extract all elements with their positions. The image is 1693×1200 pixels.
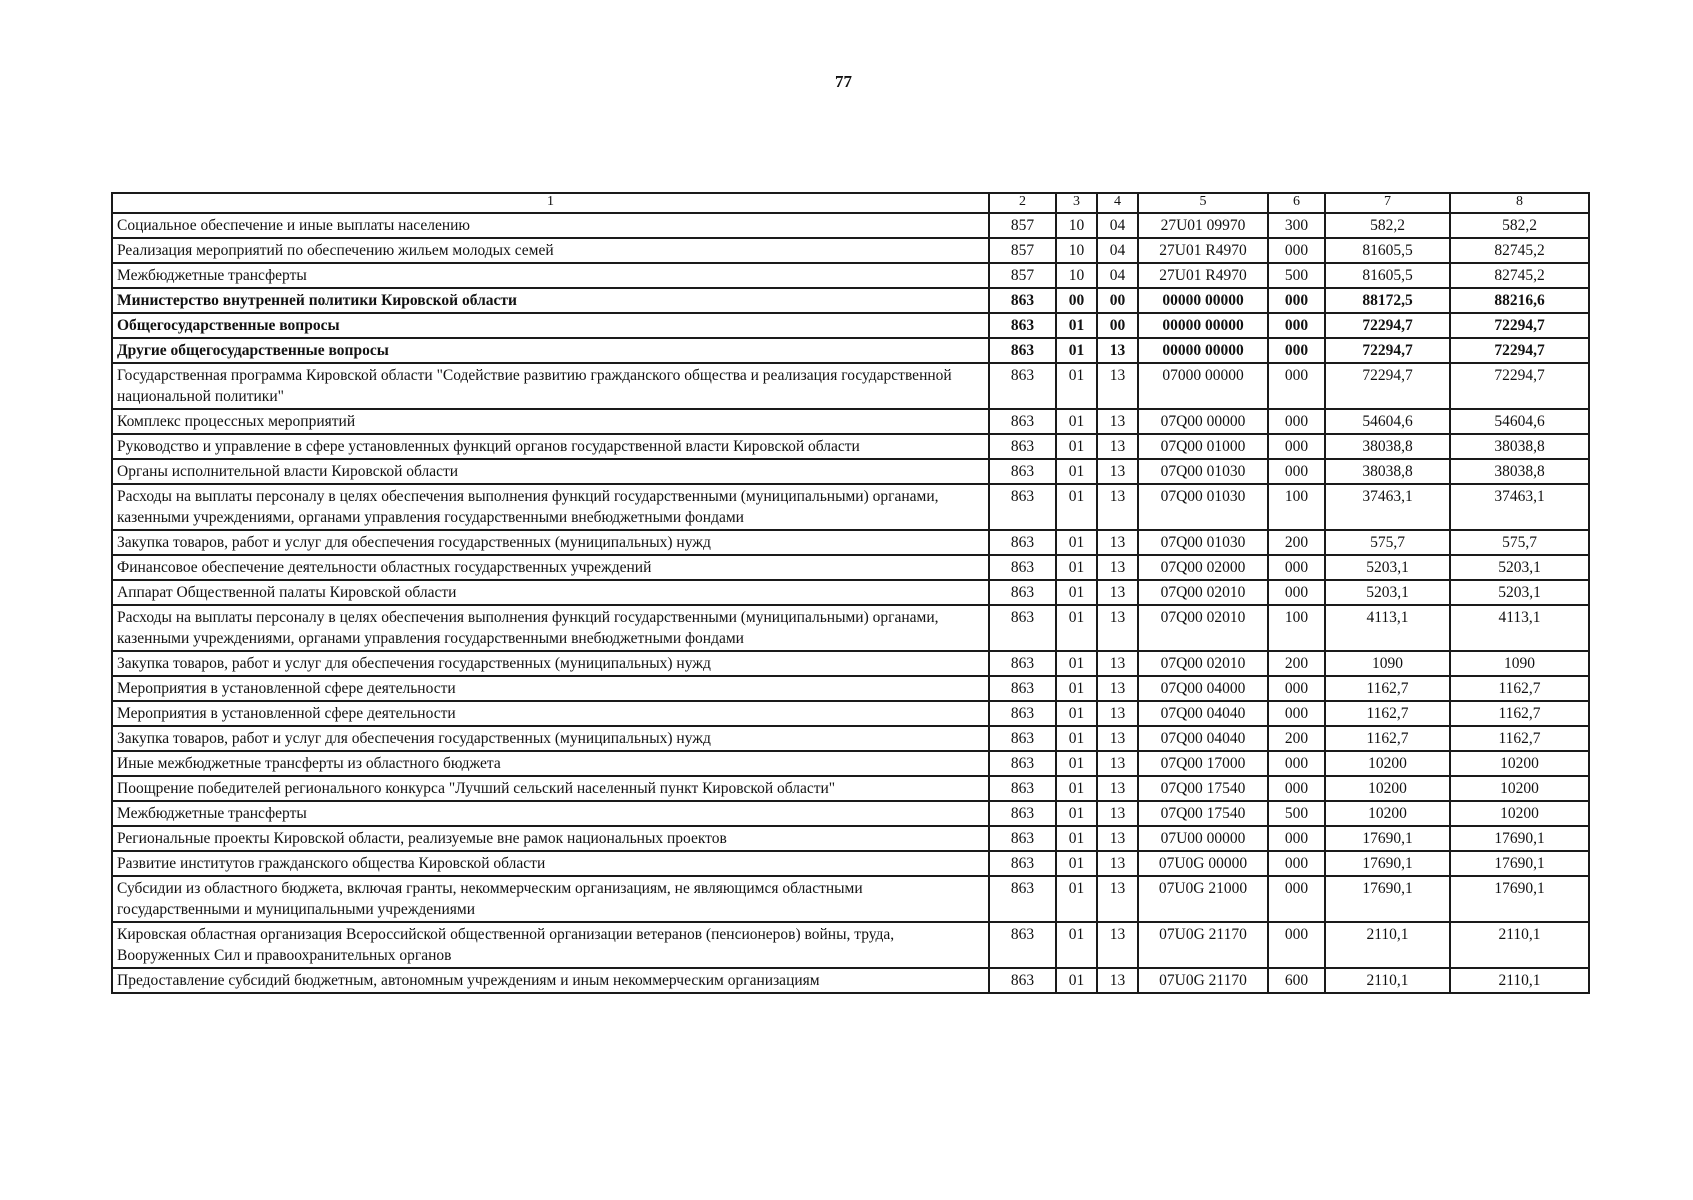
subsection-code-cell: 13 xyxy=(1097,459,1138,484)
subsection-code-cell: 13 xyxy=(1097,922,1138,968)
amount-col8-cell: 82745,2 xyxy=(1450,263,1589,288)
ministry-code-cell: 863 xyxy=(989,701,1056,726)
target-article-cell: 07U0G 00000 xyxy=(1138,851,1268,876)
target-article-cell: 07U0G 21000 xyxy=(1138,876,1268,922)
ministry-code-cell: 863 xyxy=(989,605,1056,651)
item-name-cell: Расходы на выплаты персоналу в целях обеспечения выполнения функций государственными (муниципальными) органами, казенными учреждениями, органами управления государственными внебюджетными фондами xyxy=(112,484,989,530)
section-code-cell: 01 xyxy=(1056,776,1097,801)
table-row xyxy=(112,459,1589,484)
section-code-cell: 01 xyxy=(1056,651,1097,676)
expense-type-cell: 600 xyxy=(1268,968,1325,993)
amount-col7-cell: 1162,7 xyxy=(1325,726,1450,751)
header-cell: 1 xyxy=(112,193,989,213)
table-row xyxy=(112,580,1589,605)
expense-type-cell: 500 xyxy=(1268,263,1325,288)
amount-col8-cell: 575,7 xyxy=(1450,530,1589,555)
section-code-cell: 01 xyxy=(1056,459,1097,484)
table-row xyxy=(112,726,1589,751)
table-row xyxy=(112,651,1589,676)
expense-type-cell: 200 xyxy=(1268,651,1325,676)
target-article-cell: 07Q00 01030 xyxy=(1138,530,1268,555)
section-code-cell: 10 xyxy=(1056,213,1097,238)
section-code-cell: 01 xyxy=(1056,851,1097,876)
ministry-code-cell: 863 xyxy=(989,801,1056,826)
amount-col8-cell: 17690,1 xyxy=(1450,876,1589,922)
table-row xyxy=(112,288,1589,313)
ministry-code-cell: 863 xyxy=(989,338,1056,363)
ministry-code-cell: 863 xyxy=(989,555,1056,580)
amount-col7-cell: 2110,1 xyxy=(1325,968,1450,993)
item-name-cell: Межбюджетные трансферты xyxy=(112,801,989,826)
subsection-code-cell: 13 xyxy=(1097,701,1138,726)
header-row xyxy=(112,193,1589,213)
target-article-cell: 07U0G 21170 xyxy=(1138,968,1268,993)
subsection-code-cell: 13 xyxy=(1097,751,1138,776)
target-article-cell: 07Q00 04040 xyxy=(1138,726,1268,751)
target-article-cell: 27U01 R4970 xyxy=(1138,263,1268,288)
target-article-cell: 07Q00 01000 xyxy=(1138,434,1268,459)
amount-col8-cell: 72294,7 xyxy=(1450,363,1589,409)
header-cell: 4 xyxy=(1097,193,1138,213)
section-code-cell: 01 xyxy=(1056,605,1097,651)
expense-type-cell: 000 xyxy=(1268,338,1325,363)
amount-col8-cell: 5203,1 xyxy=(1450,555,1589,580)
amount-col7-cell: 575,7 xyxy=(1325,530,1450,555)
header-cell: 5 xyxy=(1138,193,1268,213)
expense-type-cell: 000 xyxy=(1268,580,1325,605)
item-name-cell: Министерство внутренней политики Кировской области xyxy=(112,288,989,313)
amount-col7-cell: 72294,7 xyxy=(1325,363,1450,409)
expense-type-cell: 000 xyxy=(1268,409,1325,434)
expense-type-cell: 000 xyxy=(1268,826,1325,851)
table-row xyxy=(112,213,1589,238)
page-number: 77 xyxy=(835,72,852,91)
ministry-code-cell: 863 xyxy=(989,580,1056,605)
amount-col8-cell: 17690,1 xyxy=(1450,826,1589,851)
amount-col8-cell: 17690,1 xyxy=(1450,851,1589,876)
amount-col8-cell: 1162,7 xyxy=(1450,676,1589,701)
table-row xyxy=(112,776,1589,801)
amount-col7-cell: 54604,6 xyxy=(1325,409,1450,434)
item-name-cell: Аппарат Общественной палаты Кировской области xyxy=(112,580,989,605)
table-row xyxy=(112,338,1589,363)
amount-col7-cell: 37463,1 xyxy=(1325,484,1450,530)
subsection-code-cell: 13 xyxy=(1097,651,1138,676)
amount-col8-cell: 38038,8 xyxy=(1450,434,1589,459)
item-name-cell: Руководство и управление в сфере установленных функций органов государственной власти Кировской области xyxy=(112,434,989,459)
section-code-cell: 01 xyxy=(1056,801,1097,826)
subsection-code-cell: 04 xyxy=(1097,238,1138,263)
target-article-cell: 07Q00 01030 xyxy=(1138,484,1268,530)
subsection-code-cell: 13 xyxy=(1097,676,1138,701)
amount-col7-cell: 10200 xyxy=(1325,751,1450,776)
ministry-code-cell: 863 xyxy=(989,826,1056,851)
expense-type-cell: 200 xyxy=(1268,726,1325,751)
target-article-cell: 07Q00 00000 xyxy=(1138,409,1268,434)
amount-col7-cell: 17690,1 xyxy=(1325,826,1450,851)
subsection-code-cell: 13 xyxy=(1097,580,1138,605)
expense-type-cell: 000 xyxy=(1268,776,1325,801)
section-code-cell: 01 xyxy=(1056,338,1097,363)
expense-type-cell: 000 xyxy=(1268,876,1325,922)
section-code-cell: 01 xyxy=(1056,826,1097,851)
subsection-code-cell: 13 xyxy=(1097,851,1138,876)
target-article-cell: 07Q00 02000 xyxy=(1138,555,1268,580)
item-name-cell: Органы исполнительной власти Кировской области xyxy=(112,459,989,484)
amount-col8-cell: 10200 xyxy=(1450,751,1589,776)
expense-type-cell: 000 xyxy=(1268,751,1325,776)
amount-col8-cell: 1162,7 xyxy=(1450,701,1589,726)
subsection-code-cell: 13 xyxy=(1097,801,1138,826)
amount-col8-cell: 72294,7 xyxy=(1450,313,1589,338)
amount-col7-cell: 72294,7 xyxy=(1325,313,1450,338)
target-article-cell: 07Q00 01030 xyxy=(1138,459,1268,484)
expense-type-cell: 000 xyxy=(1268,922,1325,968)
table-row xyxy=(112,922,1589,968)
item-name-cell: Другие общегосударственные вопросы xyxy=(112,338,989,363)
section-code-cell: 01 xyxy=(1056,530,1097,555)
ministry-code-cell: 857 xyxy=(989,263,1056,288)
table-row xyxy=(112,434,1589,459)
section-code-cell: 01 xyxy=(1056,751,1097,776)
section-code-cell: 01 xyxy=(1056,922,1097,968)
header-cell: 7 xyxy=(1325,193,1450,213)
subsection-code-cell: 00 xyxy=(1097,288,1138,313)
item-name-cell: Государственная программа Кировской области "Содействие развитию гражданского общества и реализация государственной национальной политики" xyxy=(112,363,989,409)
ministry-code-cell: 863 xyxy=(989,876,1056,922)
ministry-code-cell: 863 xyxy=(989,459,1056,484)
ministry-code-cell: 863 xyxy=(989,751,1056,776)
item-name-cell: Закупка товаров, работ и услуг для обеспечения государственных (муниципальных) нужд xyxy=(112,530,989,555)
ministry-code-cell: 857 xyxy=(989,213,1056,238)
target-article-cell: 07Q00 04040 xyxy=(1138,701,1268,726)
table-row xyxy=(112,605,1589,651)
ministry-code-cell: 863 xyxy=(989,851,1056,876)
expense-type-cell: 000 xyxy=(1268,434,1325,459)
amount-col8-cell: 2110,1 xyxy=(1450,922,1589,968)
ministry-code-cell: 863 xyxy=(989,530,1056,555)
target-article-cell: 07Q00 02010 xyxy=(1138,580,1268,605)
amount-col7-cell: 4113,1 xyxy=(1325,605,1450,651)
target-article-cell: 00000 00000 xyxy=(1138,313,1268,338)
section-code-cell: 01 xyxy=(1056,676,1097,701)
amount-col8-cell: 4113,1 xyxy=(1450,605,1589,651)
target-article-cell: 07000 00000 xyxy=(1138,363,1268,409)
section-code-cell: 00 xyxy=(1056,288,1097,313)
table-row xyxy=(112,876,1589,922)
item-name-cell: Общегосударственные вопросы xyxy=(112,313,989,338)
subsection-code-cell: 04 xyxy=(1097,213,1138,238)
item-name-cell: Комплекс процессных мероприятий xyxy=(112,409,989,434)
table-row xyxy=(112,555,1589,580)
ministry-code-cell: 863 xyxy=(989,409,1056,434)
amount-col7-cell: 1162,7 xyxy=(1325,676,1450,701)
amount-col8-cell: 10200 xyxy=(1450,776,1589,801)
subsection-code-cell: 13 xyxy=(1097,826,1138,851)
subsection-code-cell: 13 xyxy=(1097,968,1138,993)
amount-col8-cell: 37463,1 xyxy=(1450,484,1589,530)
table-row xyxy=(112,826,1589,851)
amount-col8-cell: 2110,1 xyxy=(1450,968,1589,993)
expense-type-cell: 000 xyxy=(1268,238,1325,263)
target-article-cell: 07Q00 04000 xyxy=(1138,676,1268,701)
item-name-cell: Социальное обеспечение и иные выплаты населению xyxy=(112,213,989,238)
target-article-cell: 07Q00 02010 xyxy=(1138,605,1268,651)
table-row xyxy=(112,238,1589,263)
item-name-cell: Иные межбюджетные трансферты из областного бюджета xyxy=(112,751,989,776)
subsection-code-cell: 13 xyxy=(1097,726,1138,751)
ministry-code-cell: 857 xyxy=(989,238,1056,263)
ministry-code-cell: 863 xyxy=(989,288,1056,313)
amount-col8-cell: 72294,7 xyxy=(1450,338,1589,363)
expense-type-cell: 000 xyxy=(1268,313,1325,338)
ministry-code-cell: 863 xyxy=(989,434,1056,459)
amount-col7-cell: 1090 xyxy=(1325,651,1450,676)
section-code-cell: 01 xyxy=(1056,580,1097,605)
expense-type-cell: 000 xyxy=(1268,851,1325,876)
table-row xyxy=(112,313,1589,338)
subsection-code-cell: 00 xyxy=(1097,313,1138,338)
section-code-cell: 01 xyxy=(1056,876,1097,922)
amount-col8-cell: 38038,8 xyxy=(1450,459,1589,484)
subsection-code-cell: 13 xyxy=(1097,555,1138,580)
subsection-code-cell: 13 xyxy=(1097,776,1138,801)
item-name-cell: Финансовое обеспечение деятельности областных государственных учреждений xyxy=(112,555,989,580)
table-body xyxy=(112,213,1589,993)
expense-type-cell: 500 xyxy=(1268,801,1325,826)
table-row xyxy=(112,409,1589,434)
item-name-cell: Закупка товаров, работ и услуг для обеспечения государственных (муниципальных) нужд xyxy=(112,726,989,751)
item-name-cell: Закупка товаров, работ и услуг для обеспечения государственных (муниципальных) нужд xyxy=(112,651,989,676)
ministry-code-cell: 863 xyxy=(989,484,1056,530)
header-cell: 8 xyxy=(1450,193,1589,213)
target-article-cell: 07Q00 02010 xyxy=(1138,651,1268,676)
item-name-cell: Мероприятия в установленной сфере деятельности xyxy=(112,676,989,701)
expense-type-cell: 000 xyxy=(1268,363,1325,409)
target-article-cell: 27U01 09970 xyxy=(1138,213,1268,238)
amount-col7-cell: 1162,7 xyxy=(1325,701,1450,726)
amount-col7-cell: 5203,1 xyxy=(1325,555,1450,580)
target-article-cell: 07Q00 17540 xyxy=(1138,801,1268,826)
section-code-cell: 01 xyxy=(1056,434,1097,459)
section-code-cell: 01 xyxy=(1056,968,1097,993)
ministry-code-cell: 863 xyxy=(989,922,1056,968)
amount-col7-cell: 582,2 xyxy=(1325,213,1450,238)
amount-col7-cell: 38038,8 xyxy=(1325,434,1450,459)
amount-col8-cell: 88216,6 xyxy=(1450,288,1589,313)
target-article-cell: 07Q00 17540 xyxy=(1138,776,1268,801)
amount-col7-cell: 72294,7 xyxy=(1325,338,1450,363)
target-article-cell: 07U0G 21170 xyxy=(1138,922,1268,968)
amount-col7-cell: 2110,1 xyxy=(1325,922,1450,968)
subsection-code-cell: 13 xyxy=(1097,363,1138,409)
amount-col7-cell: 17690,1 xyxy=(1325,851,1450,876)
subsection-code-cell: 13 xyxy=(1097,605,1138,651)
amount-col7-cell: 10200 xyxy=(1325,801,1450,826)
ministry-code-cell: 863 xyxy=(989,726,1056,751)
amount-col8-cell: 82745,2 xyxy=(1450,238,1589,263)
amount-col7-cell: 81605,5 xyxy=(1325,263,1450,288)
item-name-cell: Реализация мероприятий по обеспечению жильем молодых семей xyxy=(112,238,989,263)
expense-type-cell: 000 xyxy=(1268,459,1325,484)
amount-col8-cell: 582,2 xyxy=(1450,213,1589,238)
ministry-code-cell: 863 xyxy=(989,968,1056,993)
expense-type-cell: 000 xyxy=(1268,701,1325,726)
header-cell: 3 xyxy=(1056,193,1097,213)
section-code-cell: 01 xyxy=(1056,555,1097,580)
table-row xyxy=(112,363,1589,409)
table-row xyxy=(112,263,1589,288)
table-row xyxy=(112,801,1589,826)
ministry-code-cell: 863 xyxy=(989,313,1056,338)
section-code-cell: 01 xyxy=(1056,701,1097,726)
subsection-code-cell: 13 xyxy=(1097,409,1138,434)
target-article-cell: 27U01 R4970 xyxy=(1138,238,1268,263)
amount-col7-cell: 88172,5 xyxy=(1325,288,1450,313)
table-row xyxy=(112,851,1589,876)
section-code-cell: 01 xyxy=(1056,484,1097,530)
budget-table xyxy=(111,192,1590,994)
subsection-code-cell: 13 xyxy=(1097,434,1138,459)
section-code-cell: 01 xyxy=(1056,363,1097,409)
subsection-code-cell: 04 xyxy=(1097,263,1138,288)
table-row xyxy=(112,751,1589,776)
table-row xyxy=(112,701,1589,726)
amount-col7-cell: 5203,1 xyxy=(1325,580,1450,605)
amount-col7-cell: 10200 xyxy=(1325,776,1450,801)
target-article-cell: 07Q00 17000 xyxy=(1138,751,1268,776)
expense-type-cell: 000 xyxy=(1268,288,1325,313)
item-name-cell: Субсидии из областного бюджета, включая гранты, некоммерческим организациям, не являющимся областными государственными и муниципальными учреждениями xyxy=(112,876,989,922)
expense-type-cell: 000 xyxy=(1268,555,1325,580)
amount-col8-cell: 10200 xyxy=(1450,801,1589,826)
section-code-cell: 10 xyxy=(1056,263,1097,288)
amount-col7-cell: 17690,1 xyxy=(1325,876,1450,922)
ministry-code-cell: 863 xyxy=(989,363,1056,409)
amount-col7-cell: 38038,8 xyxy=(1325,459,1450,484)
expense-type-cell: 200 xyxy=(1268,530,1325,555)
section-code-cell: 01 xyxy=(1056,313,1097,338)
expense-type-cell: 000 xyxy=(1268,676,1325,701)
ministry-code-cell: 863 xyxy=(989,676,1056,701)
item-name-cell: Расходы на выплаты персоналу в целях обеспечения выполнения функций государственными (муниципальными) органами, казенными учреждениями, органами управления государственными внебюджетными фондами xyxy=(112,605,989,651)
item-name-cell: Межбюджетные трансферты xyxy=(112,263,989,288)
target-article-cell: 00000 00000 xyxy=(1138,288,1268,313)
table-row xyxy=(112,676,1589,701)
section-code-cell: 01 xyxy=(1056,726,1097,751)
table-row xyxy=(112,484,1589,530)
expense-type-cell: 100 xyxy=(1268,484,1325,530)
amount-col8-cell: 54604,6 xyxy=(1450,409,1589,434)
item-name-cell: Мероприятия в установленной сфере деятельности xyxy=(112,701,989,726)
item-name-cell: Развитие институтов гражданского общества Кировской области xyxy=(112,851,989,876)
amount-col8-cell: 1090 xyxy=(1450,651,1589,676)
section-code-cell: 01 xyxy=(1056,409,1097,434)
section-code-cell: 10 xyxy=(1056,238,1097,263)
expense-type-cell: 100 xyxy=(1268,605,1325,651)
item-name-cell: Поощрение победителей регионального конкурса "Лучший сельский населенный пункт Кировской области" xyxy=(112,776,989,801)
target-article-cell: 07U00 00000 xyxy=(1138,826,1268,851)
table-row xyxy=(112,968,1589,993)
subsection-code-cell: 13 xyxy=(1097,484,1138,530)
subsection-code-cell: 13 xyxy=(1097,876,1138,922)
ministry-code-cell: 863 xyxy=(989,651,1056,676)
item-name-cell: Предоставление субсидий бюджетным, автономным учреждениям и иным некоммерческим организациям xyxy=(112,968,989,993)
item-name-cell: Региональные проекты Кировской области, реализуемые вне рамок национальных проектов xyxy=(112,826,989,851)
expense-type-cell: 300 xyxy=(1268,213,1325,238)
table-row xyxy=(112,530,1589,555)
amount-col8-cell: 1162,7 xyxy=(1450,726,1589,751)
header-cell: 2 xyxy=(989,193,1056,213)
item-name-cell: Кировская областная организация Всероссийской общественной организации ветеранов (пенсионеров) войны, труда, Вооруженных Сил и правоохранительных органов xyxy=(112,922,989,968)
amount-col7-cell: 81605,5 xyxy=(1325,238,1450,263)
subsection-code-cell: 13 xyxy=(1097,338,1138,363)
subsection-code-cell: 13 xyxy=(1097,530,1138,555)
target-article-cell: 00000 00000 xyxy=(1138,338,1268,363)
header-cell: 6 xyxy=(1268,193,1325,213)
ministry-code-cell: 863 xyxy=(989,776,1056,801)
amount-col8-cell: 5203,1 xyxy=(1450,580,1589,605)
